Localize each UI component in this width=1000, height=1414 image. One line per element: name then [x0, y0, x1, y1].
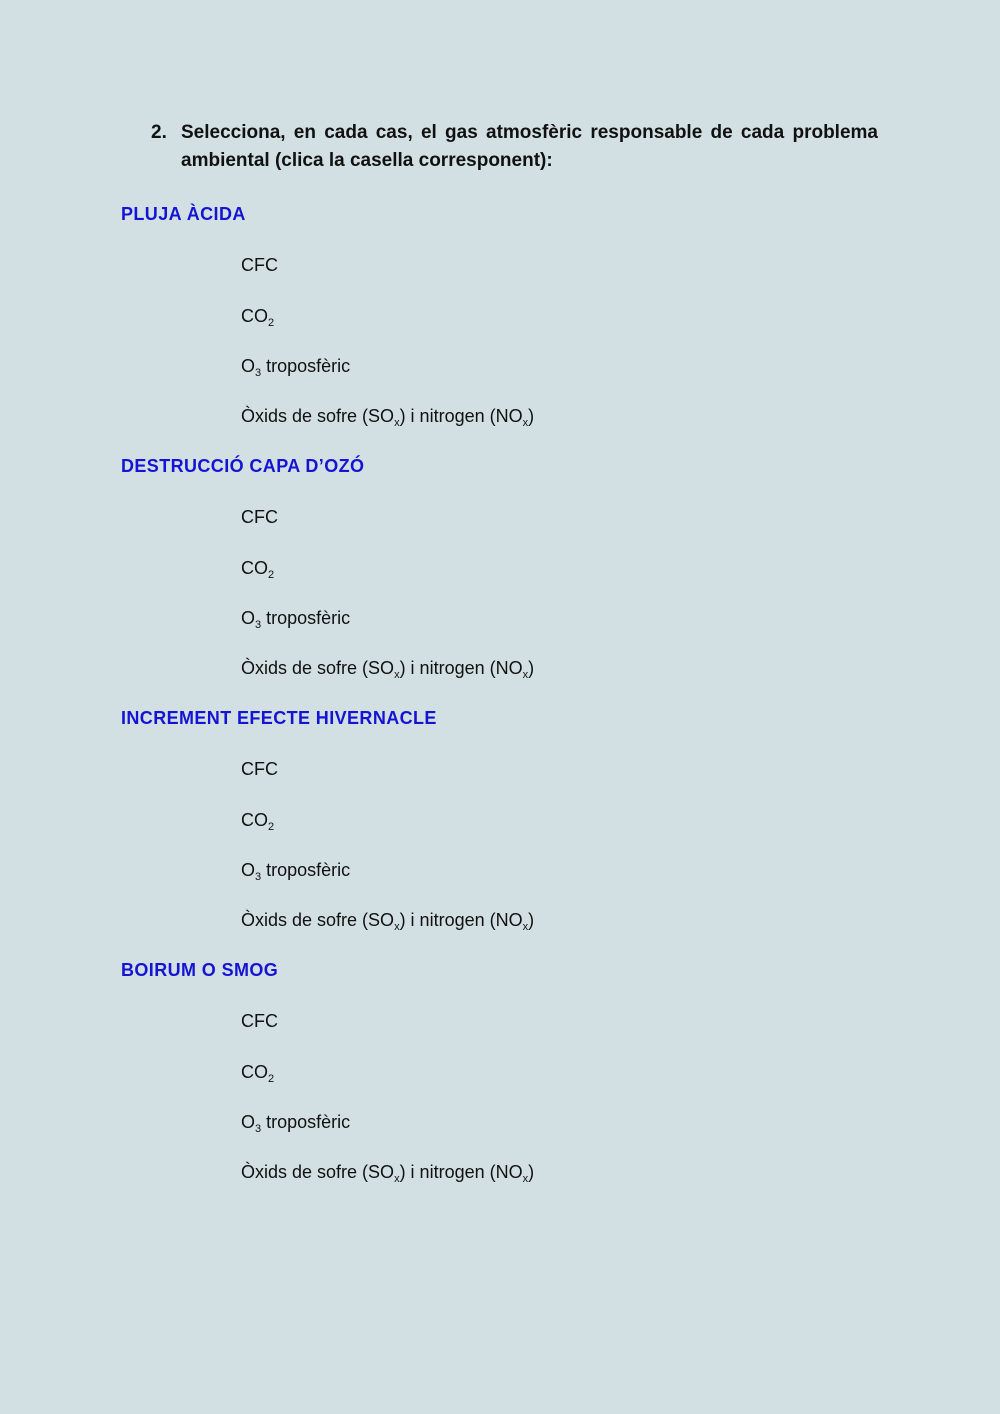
section-increment-efecte-hivernacle: [121, 707, 821, 933]
option-co2[interactable]: $CO_2$: [241, 810, 275, 833]
section-pluja-acida: [121, 203, 821, 429]
option-co2[interactable]: $CO_2$: [241, 558, 275, 581]
section-title: INCREMENT EFECTE HIVERNACLE: [121, 708, 437, 728]
option-o3-troposferic[interactable]: $O_3$ troposfèric: [241, 1112, 351, 1135]
option-o3-troposferic[interactable]: $O_3$ troposfèric: [241, 356, 351, 379]
section-title: PLUJA ÀCIDA: [121, 204, 246, 224]
question-number: 2.: [151, 122, 167, 143]
option-cfc[interactable]: CFC: [241, 255, 278, 275]
option-oxids-sofre-nitrogen[interactable]: Òxids de sofre $(SO_x)$ i nitrogen $(NO_x)$: [241, 658, 535, 681]
option-o3-troposferic[interactable]: $O_3$ troposfèric: [241, 608, 351, 631]
option-oxids-sofre-nitrogen[interactable]: Òxids de sofre $(SO_x)$ i nitrogen $(NO_x)$: [241, 406, 535, 429]
question-text: Selecciona, en cada cas, el gas atmosfèric responsable de cada problema ambiental (clica la casella corresponent):: [181, 122, 878, 171]
section-title: DESTRUCCIÓ CAPA D’OZÓ: [121, 456, 365, 476]
option-oxids-sofre-nitrogen[interactable]: Òxids de sofre $(SO_x)$ i nitrogen $(NO_x)$: [241, 910, 535, 933]
option-co2[interactable]: $CO_2$: [241, 1062, 275, 1085]
section-destruccio-capa-ozo: [121, 455, 821, 681]
option-cfc[interactable]: CFC: [241, 1011, 278, 1031]
option-cfc[interactable]: CFC: [241, 759, 278, 779]
option-oxids-sofre-nitrogen[interactable]: Òxids de sofre $(SO_x)$ i nitrogen $(NO_x)$: [241, 1162, 535, 1185]
section-boirum-smog: [121, 959, 821, 1185]
section-title: BOIRUM O SMOG: [121, 960, 279, 980]
option-o3-troposferic[interactable]: $O_3$ troposfèric: [241, 860, 351, 883]
option-co2[interactable]: $CO_2$: [241, 306, 275, 329]
option-cfc[interactable]: CFC: [241, 507, 278, 527]
question-heading: [151, 119, 878, 175]
